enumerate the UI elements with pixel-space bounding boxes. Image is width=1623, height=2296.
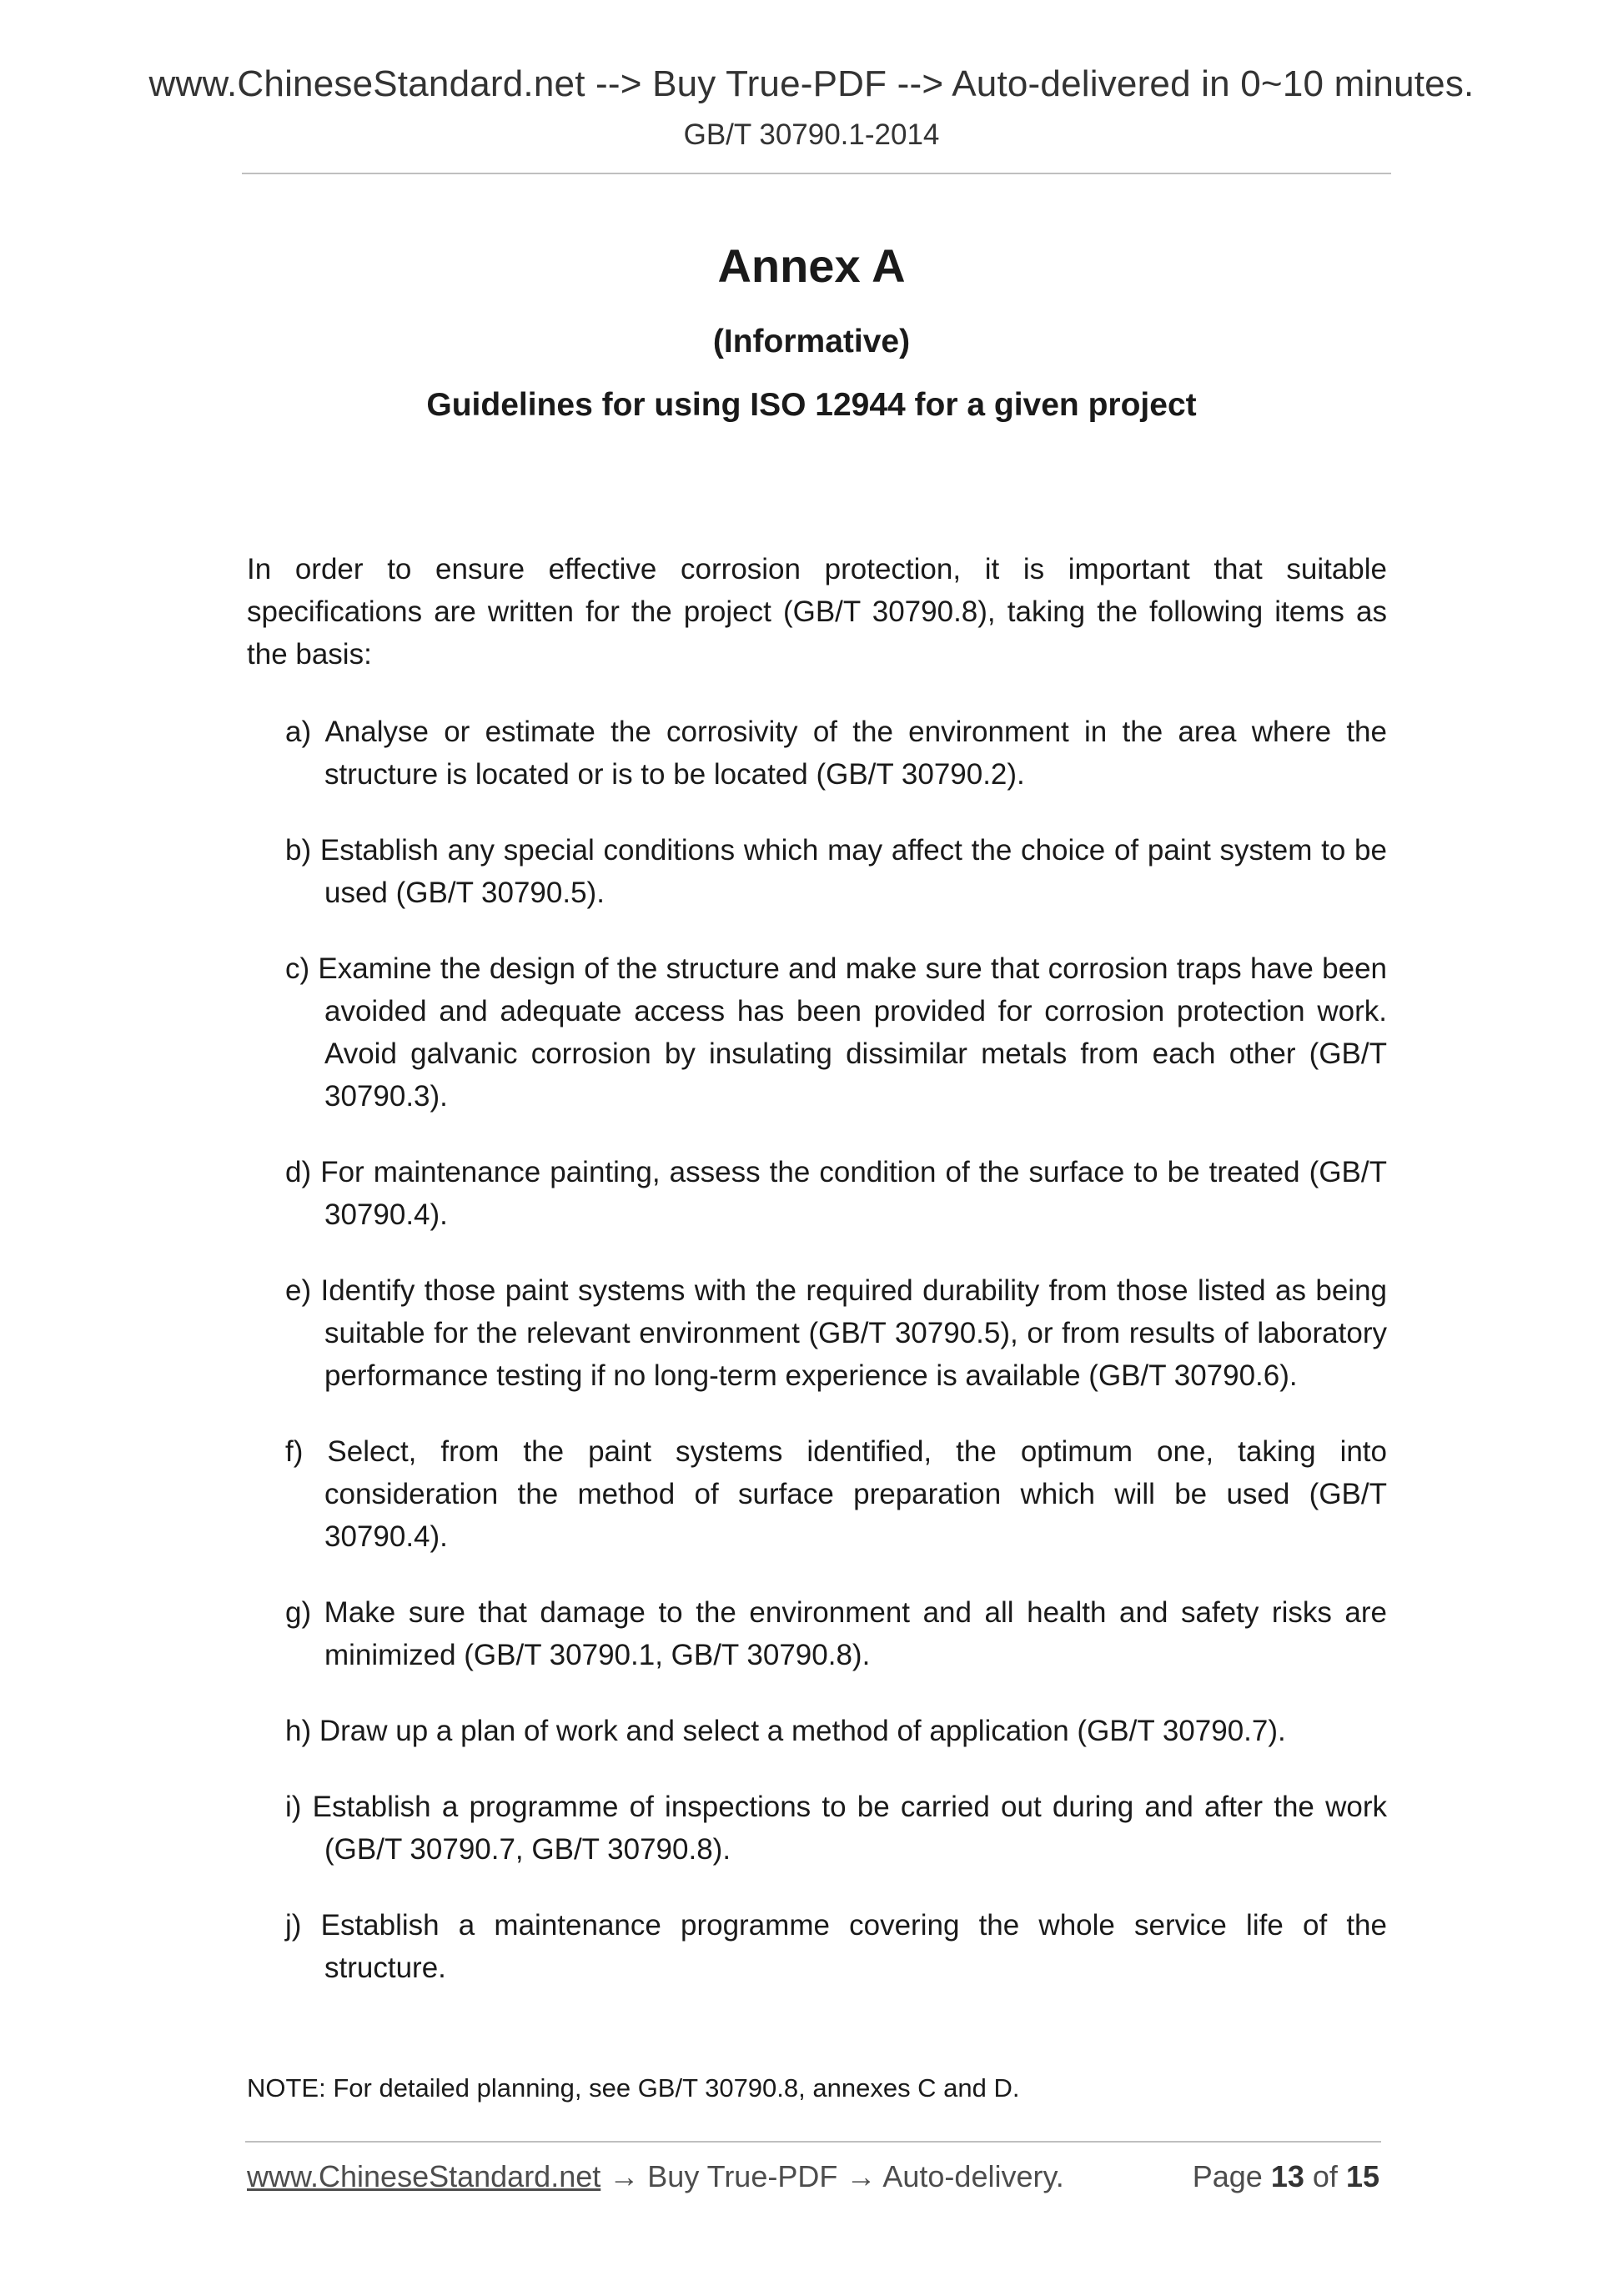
guideline-list — [285, 711, 1387, 2022]
intro-paragraph: In order to ensure effective corrosion protection, it is important that suitable specifications are written for the project (GB/T 30790.8), taking the following items as the basis: — [247, 553, 1387, 671]
header-banner: www.ChineseStandard.net --> Buy True-PDF --> Auto-delivered in 0~10 minutes. — [148, 63, 1475, 104]
arrow-icon: → — [846, 2159, 877, 2193]
list-item-d: d) For maintenance painting, assess the condition of the surface to be treated (GB/T 30790.4). — [285, 1156, 1387, 1231]
list-item-j: j) Establish a maintenance programme covering the whole service life of the structure. — [285, 1909, 1387, 1984]
list-item-c: c) Examine the design of the structure and make sure that corrosion traps have been avoided and adequate access has been provided for corrosion protection work. Avoid galvanic corrosion by insulating dissimilar metals from each other (GB/T 30790.3). — [285, 952, 1387, 1113]
of-label: of — [1312, 2159, 1338, 2193]
page-total: 15 — [1345, 2159, 1379, 2193]
list-item-a: a) Analyse or estimate the corrosivity of the environment in the area where the structure is located or is to be located (GB/T 30790.2). — [285, 716, 1387, 791]
footer-buy-text: Buy True-PDF — [647, 2159, 838, 2193]
list-item-h: h) Draw up a plan of work and select a method of application (GB/T 30790.7). — [285, 1715, 1286, 1747]
page-label: Page — [1192, 2159, 1263, 2193]
footer-divider — [245, 2141, 1381, 2143]
page-current: 13 — [1270, 2159, 1304, 2193]
list-item-g: g) Make sure that damage to the environment and all health and safety risks are minimized (GB/T 30790.1, GB/T 30790.8). — [285, 1596, 1387, 1671]
annex-type: (Informative) — [712, 324, 911, 359]
footer-delivery-text: Auto-delivery. — [882, 2159, 1064, 2193]
page-indicator — [1193, 2159, 1379, 2194]
annex-title: Annex A — [717, 239, 906, 292]
list-item-i: i) Establish a programme of inspections to be carried out during and after the work (GB/T 30790.7, GB/T 30790.8). — [285, 1791, 1387, 1866]
header-divider — [242, 173, 1391, 174]
annex-subtitle: Guidelines for using ISO 12944 for a given project — [426, 387, 1197, 423]
footer-site-link[interactable]: www.ChineseStandard.net — [247, 2159, 601, 2193]
note-text: NOTE: For detailed planning, see GB/T 30790.8, annexes C and D. — [247, 2073, 1020, 2103]
list-item-f: f) Select, from the paint systems identified, the optimum one, taking into consideration the method of surface preparation which will be used (GB/T 30790.4). — [285, 1435, 1387, 1553]
header-standard-code: GB/T 30790.1-2014 — [683, 118, 940, 151]
list-item-e: e) Identify those paint systems with the required durability from those listed as being suitable for the relevant environment (GB/T 30790.5), or from results of laboratory performance testing if no long-term experience is available (GB/T 30790.6). — [285, 1274, 1387, 1392]
list-item-b: b) Establish any special conditions which may affect the choice of paint system to be used (GB/T 30790.5). — [285, 834, 1387, 909]
arrow-icon: → — [609, 2159, 640, 2193]
footer-promo — [247, 2159, 1064, 2194]
